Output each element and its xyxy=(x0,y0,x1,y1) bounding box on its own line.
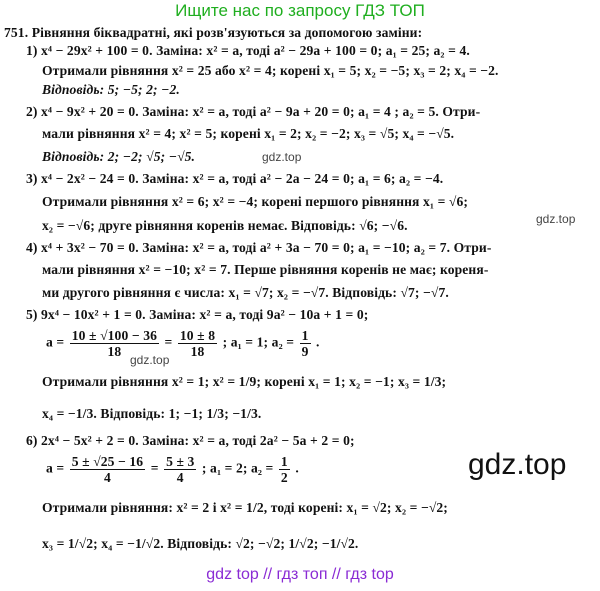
formula-6-num-1: 5 ± √25 − 16 xyxy=(71,454,144,469)
formula-5-num-1: 10 ± √100 − 36 xyxy=(71,328,157,343)
line-13: 5) 9x⁴ − 10x² + 1 = 0. Заміна: x² = a, тоді 9a² − 10a + 1 = 0; xyxy=(26,307,369,322)
line-1: 1) x⁴ − 29x² + 100 = 0. Заміна: x² = a, тоді a² − 29a + 100 = 0; a₁ = 25; a₂ = 4. xyxy=(26,43,470,58)
formula-6-num-3: 1 xyxy=(280,454,288,469)
watermark: gdz.top xyxy=(262,150,302,164)
formula-5-den-3: 9 xyxy=(301,344,309,359)
formula-5-den-2: 18 xyxy=(190,344,205,359)
formula-5-num-2: 10 ± 8 xyxy=(179,328,216,343)
line-20: x₃ = 1/√2; x₄ = −1/√2. Відповідь: √2; −√2; 1/√2; −1/√2. xyxy=(42,536,359,551)
formula-5-frac-3 xyxy=(300,328,311,359)
problem-header xyxy=(4,25,422,41)
formula-6-num-2: 5 ± 3 xyxy=(166,454,195,469)
problem-number: 751. xyxy=(4,25,29,40)
formula-6-frac-3 xyxy=(279,454,290,485)
line-7: 3) x⁴ − 2x² − 24 = 0. Заміна: x² = a, тоді a² − 2a − 24 = 0; a₁ = 6; a₂ = −4. xyxy=(26,171,444,186)
formula-6-frac-2 xyxy=(164,454,196,485)
formula-5-rest: ; a₁ = 1; a₂ = xyxy=(222,334,295,350)
line-3: Відповідь: 5; −5; 2; −2. xyxy=(42,82,180,97)
line-2: Отримали рівняння x² = 25 або x² = 4; корені x₁ = 5; x₂ = −5; x₃ = 2; x₄ = −2. xyxy=(42,63,499,78)
line-15: Отримали рівняння x² = 1; x² = 1/9; корені x₁ = 1; x₂ = −1; x₃ = 1/3; xyxy=(42,374,447,389)
line-9: x₂ = −√6; друге рівняння коренів немає. Відповідь: √6; −√6. xyxy=(42,218,408,233)
line-10: 4) x⁴ + 3x² − 70 = 0. Заміна: x² = a, тоді a² + 3a − 70 = 0; a₁ = −10; a₂ = 7. Отри- xyxy=(26,240,492,255)
line-8: Отримали рівняння x² = 6; x² = −4; корені першого рівняння x₁ = √6; xyxy=(42,194,469,209)
formula-6-end: . xyxy=(295,460,299,476)
line-6: Відповідь: 2; −2; √5; −√5. xyxy=(42,149,196,164)
banner: Ищите нас по запросу ГДЗ ТОП xyxy=(175,1,425,20)
formula-5 xyxy=(46,328,320,359)
line-19: Отримали рівняння: x² = 2 і x² = 1/2, тоді корені: x₁ = √2; x₂ = −√2; xyxy=(42,500,448,515)
line-11: мали рівняння x² = −10; x² = 7. Перше рівняння коренів не має; кореня- xyxy=(42,262,489,277)
formula-6 xyxy=(46,454,299,485)
formula-5-lhs: a = xyxy=(46,334,65,350)
formula-5-den-1: 18 xyxy=(107,344,122,359)
formula-6-eq: = xyxy=(150,460,159,476)
watermark: gdz.top xyxy=(130,353,170,367)
line-12: ми другого рівняння є числа: x₁ = √7; x₂ = −√7. Відповідь: √7; −√7. xyxy=(42,285,449,300)
formula-6-den-2: 4 xyxy=(176,470,184,485)
line-0: Рівняння біквадратні, які розв'язуються за допомогою заміни: xyxy=(31,25,423,40)
line-5: мали рівняння x² = 4; x² = 5; корені x₁ = 2; x₂ = −2; x₃ = √5; x₄ = −√5. xyxy=(42,126,455,141)
line-4: 2) x⁴ − 9x² + 20 = 0. Заміна: x² = a, тоді a² − 9a + 20 = 0; a₁ = 4 ; a₂ = 5. Отри- xyxy=(26,104,481,119)
formula-6-lhs: a = xyxy=(46,460,65,476)
formula-5-end: . xyxy=(316,334,320,350)
line-17: 6) 2x⁴ − 5x² + 2 = 0. Заміна: x² = a, тоді 2a² − 5a + 2 = 0; xyxy=(26,433,355,448)
formula-6-frac-1 xyxy=(70,454,145,485)
formula-6-den-3: 2 xyxy=(280,470,288,485)
formula-6-rest: ; a₁ = 2; a₂ = xyxy=(201,460,274,476)
watermark-large: gdz.top xyxy=(468,448,567,481)
line-16: x₄ = −1/3. Відповідь: 1; −1; 1/3; −1/3. xyxy=(42,406,262,421)
formula-6-den-1: 4 xyxy=(104,470,111,485)
formula-5-num-3: 1 xyxy=(301,328,309,343)
formula-5-eq: = xyxy=(164,334,173,350)
formula-5-frac-2 xyxy=(178,328,217,359)
footer: gdz top // гдз топ // гдз top xyxy=(206,566,394,583)
watermark: gdz.top xyxy=(536,212,576,226)
